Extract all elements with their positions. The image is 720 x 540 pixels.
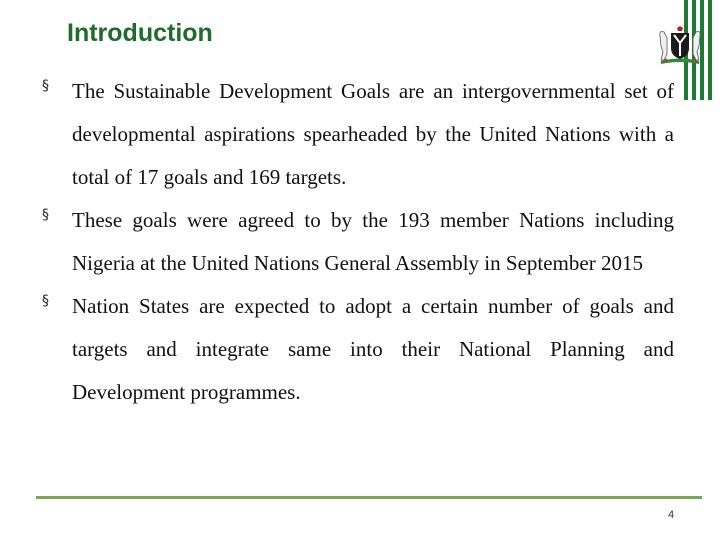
coat-of-arms-icon [657,26,703,66]
page-number: 4 [668,509,675,521]
bullet-square-icon: § [42,293,49,309]
list-item [42,199,674,285]
bullet-square-icon: § [42,78,49,94]
list-item [42,70,674,199]
bullet-list [42,70,674,414]
bullet-text: The Sustainable Development Goals are an intergovernmental set of developmental aspirations spearheaded by the United Nations with a total of 17 goals and 169 targets. [72,79,674,189]
bullet-text: Nation States are expected to adopt a certain number of goals and targets and integrate same into their National Planning and Development programmes. [72,294,674,404]
list-item [42,285,674,414]
bullet-square-icon: § [42,207,49,223]
bullet-text: These goals were agreed to by the 193 member Nations including Nigeria at the United Nations General Assembly in September 2015 [72,208,674,275]
footer-divider [36,496,702,499]
slide-title: Introduction [67,19,213,47]
